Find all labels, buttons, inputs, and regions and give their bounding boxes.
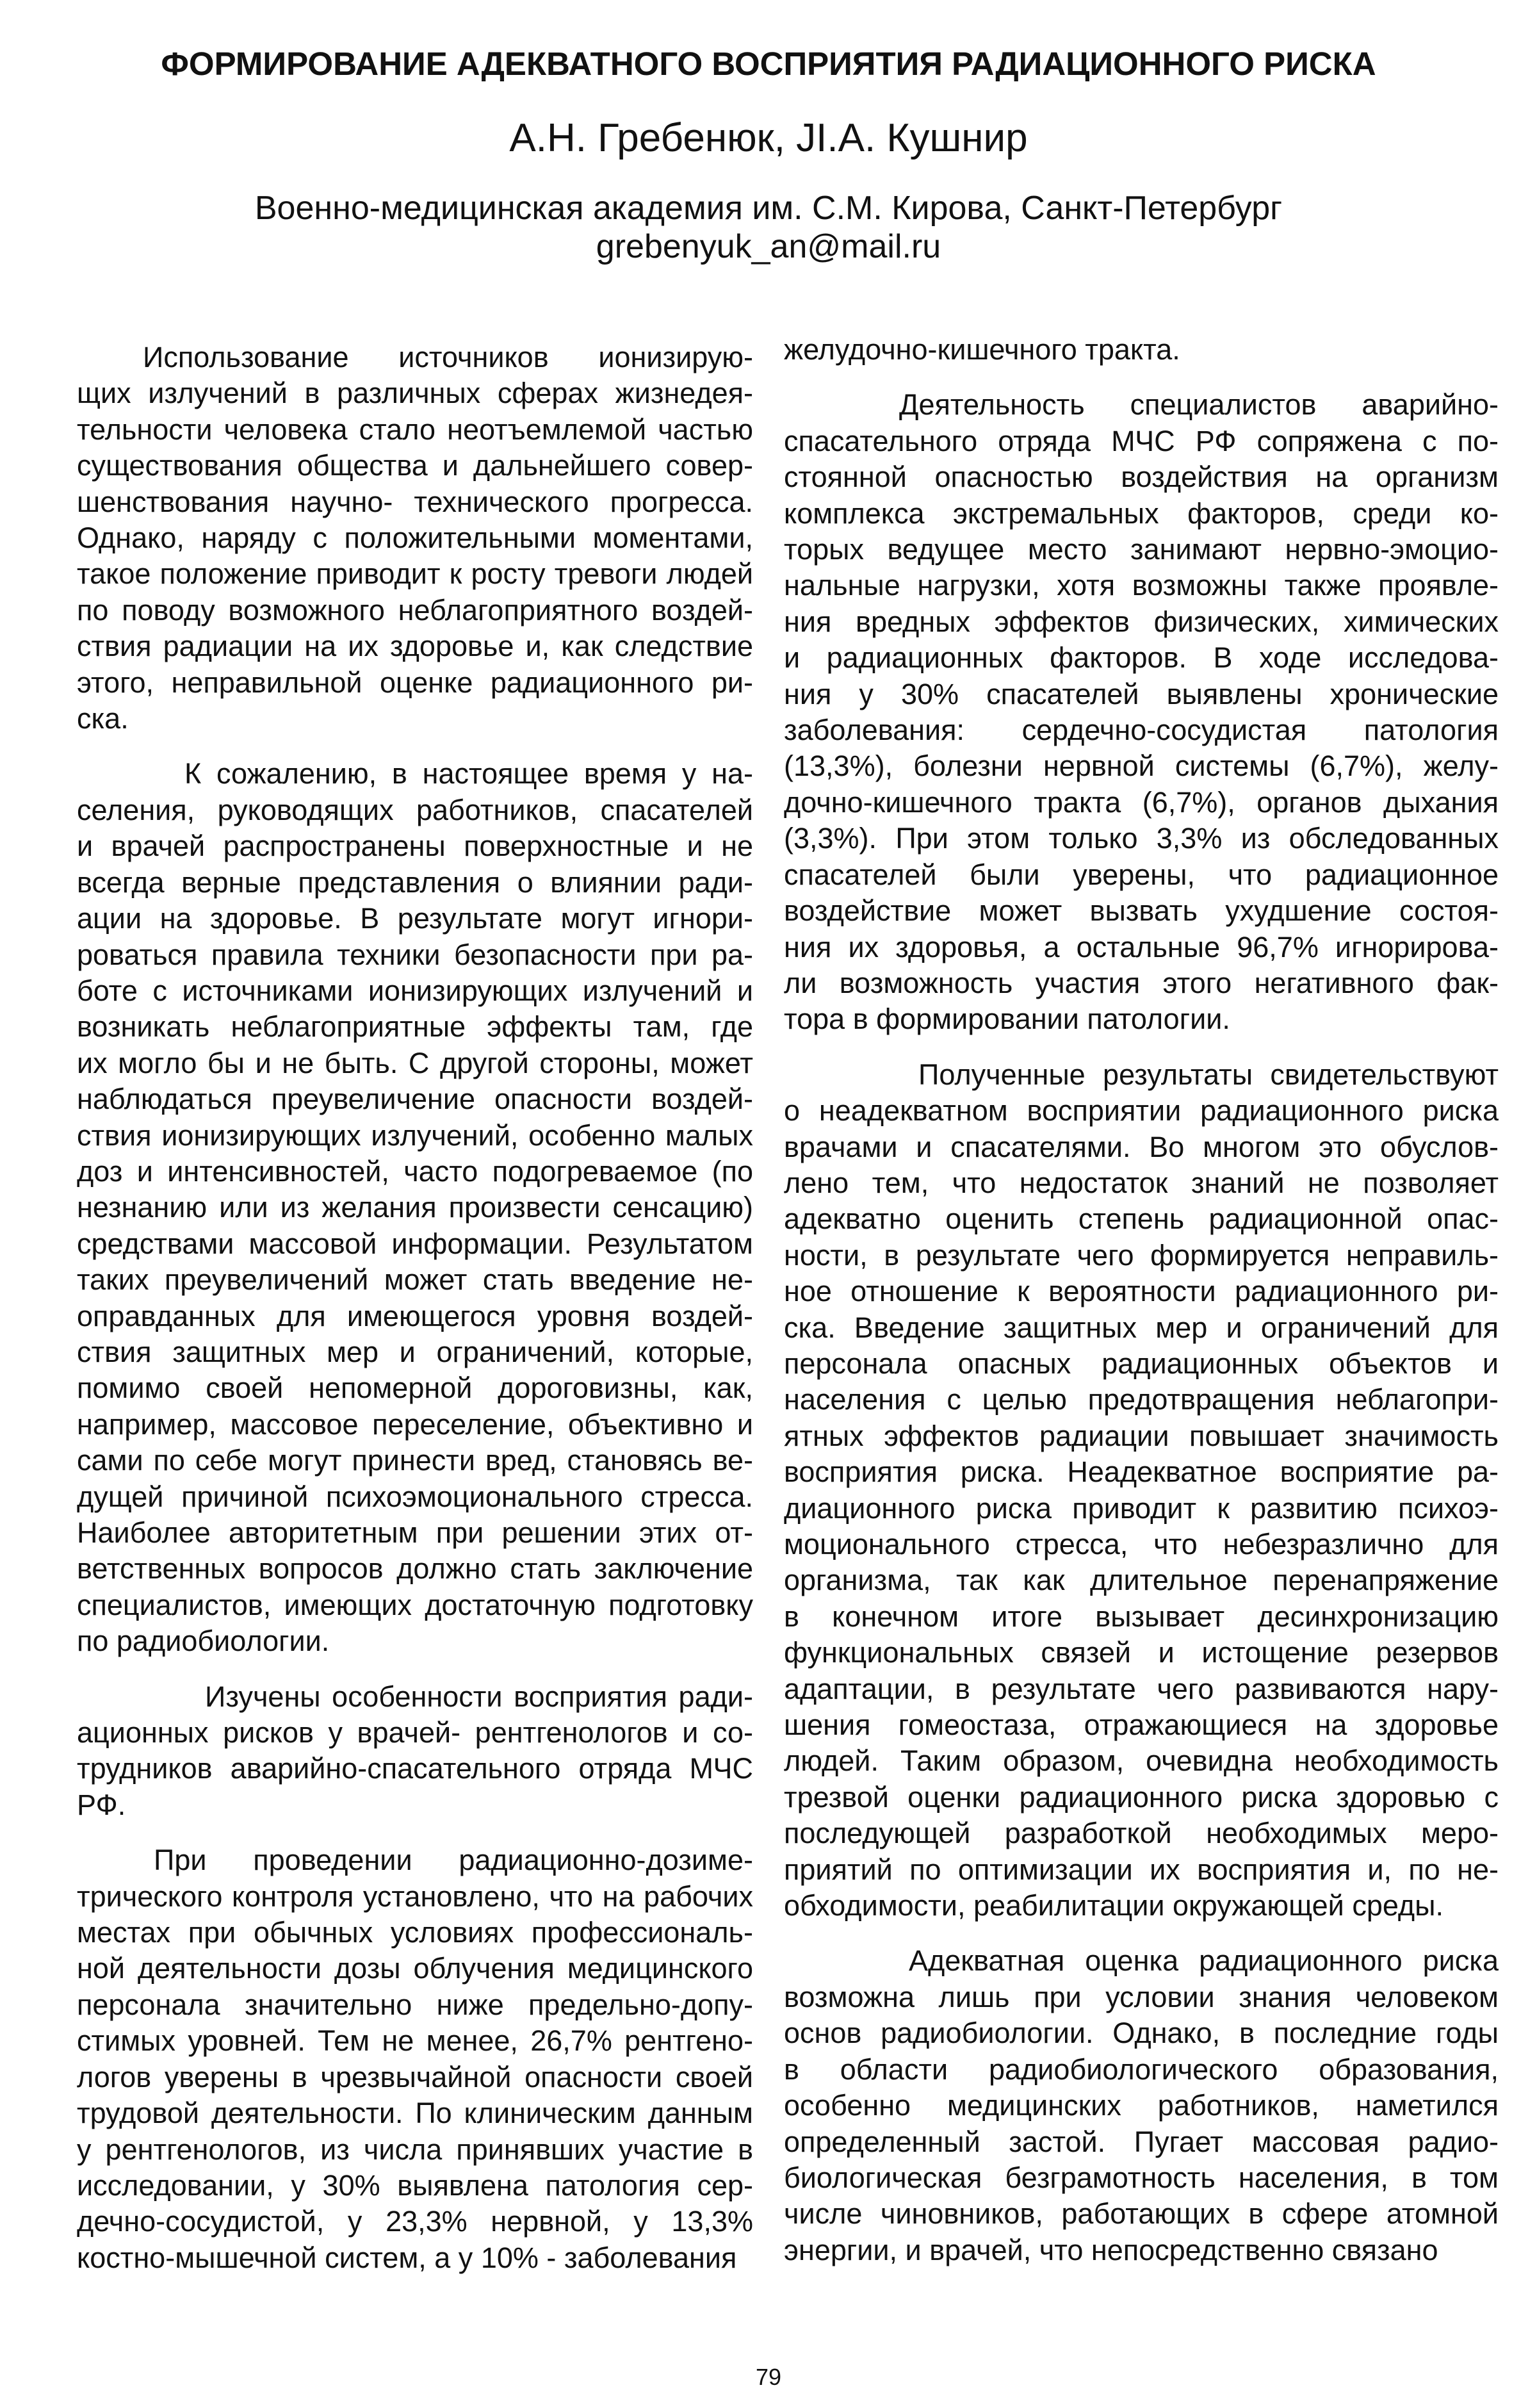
text-line: и врачей распространены поверхностные и не xyxy=(77,830,753,863)
text-line: ствия защитных мер и ограничений, которые, xyxy=(77,1335,753,1368)
text-line: этого, неправильной оценке радиационного ри- xyxy=(77,666,753,699)
text-line: стимых уровней. Тем не менее, 26,7% рентгено- xyxy=(77,2024,753,2058)
text-line: диационного риска приводит к развитию психоэ- xyxy=(784,1491,1499,1525)
text-line: боте с источниками ионизирующих излучений и xyxy=(77,974,753,1007)
text-line: (13,3%), болезни нервной системы (6,7%), желу- xyxy=(784,749,1499,783)
text-line: спасательного отряда МЧС РФ сопряжена с по- xyxy=(784,424,1499,457)
text-line: ли возможность участия этого негативного фак- xyxy=(784,966,1499,999)
text-line: шения гомеостаза, отражающиеся на здоровье xyxy=(784,1708,1499,1742)
text-line: моционального стресса, что небезразлично для xyxy=(784,1528,1499,1560)
text-line: (3,3%). При этом только 3,3% из обследованных xyxy=(784,822,1499,855)
text-line: трического контроля установлено, что на рабочих xyxy=(77,1880,753,1913)
text-line: в области радиобиологического образования, xyxy=(784,2052,1499,2086)
text-line: ствия ионизирующих излучений, особенно малых xyxy=(77,1118,753,1152)
paragraph xyxy=(784,1057,1499,1924)
text-line: щих излучений в различных сферах жизнедея- xyxy=(77,377,753,410)
text-line: шенствования научно- технического прогресса. xyxy=(77,485,753,518)
text-line: основ радиобиологии. Однако, в последние годы xyxy=(784,2017,1499,2050)
text-line: и радиационных факторов. В ходе исследова- xyxy=(784,641,1499,675)
text-line: последующей разработкой необходимых меро- xyxy=(784,1817,1499,1850)
text-line: наблюдаться преувеличение опасности воздей- xyxy=(77,1083,753,1116)
paragraph xyxy=(77,1679,753,1824)
text-line: Изучены особенности восприятия ради- xyxy=(205,1680,753,1713)
text-line: ное отношение к вероятности радиационного ри- xyxy=(784,1275,1499,1308)
text-line: Деятельность специалистов аварийно- xyxy=(899,388,1499,422)
text-line: оправданных для имеющегося уровня воздей- xyxy=(77,1299,753,1332)
text-line: персонала опасных радиационных объектов и xyxy=(784,1347,1499,1380)
affiliation: Военно-медицинская академия им. С.М. Кирова, Санкт-Петербург xyxy=(254,190,1283,227)
text-line: восприятия риска. Неадекватное восприятие ра- xyxy=(784,1455,1499,1489)
text-line: персонала значительно ниже предельно-допу- xyxy=(77,1988,753,2021)
text-line: существования общества и дальнейшего совер- xyxy=(77,449,753,482)
text-line: врачами и спасателями. Во многом это обуслов- xyxy=(784,1130,1499,1163)
email: grebenyuk_an@mail.ru xyxy=(596,228,941,265)
paragraph xyxy=(784,332,1499,368)
right-column xyxy=(784,332,1499,2268)
text-line: биологическая безграмотность населения, в том xyxy=(784,2161,1499,2194)
text-line: комплекса экстремальных факторов, среди ко- xyxy=(784,496,1499,530)
text-line: костно-мышечной систем, а у 10% - заболевания xyxy=(77,2241,737,2274)
text-line: При проведении радиационно-дозиме- xyxy=(154,1844,753,1877)
text-line: особенно медицинских работников, наметился xyxy=(784,2089,1499,2122)
text-line: ационных рисков у врачей- рентгенологов и со- xyxy=(77,1716,753,1749)
text-line: тельности человека стало неотъемлемой частью xyxy=(77,413,753,446)
text-line: дочно-кишечного тракта (6,7%), органов дыхания xyxy=(784,785,1499,819)
text-line: роваться правила техники безопасности при ра- xyxy=(77,938,753,971)
text-line: воздействие может вызвать ухудшение состоя- xyxy=(784,894,1499,928)
text-line: по радиобиологии. xyxy=(77,1625,330,1658)
text-line: ации на здоровье. В результате могут игнори- xyxy=(77,902,753,935)
text-line: сами по себе могут принести вред, становясь ве- xyxy=(77,1444,753,1477)
text-line: РФ. xyxy=(77,1788,126,1821)
text-line: лено тем, что недостаток знаний не позволяет xyxy=(784,1166,1499,1199)
text-line: по поводу возможного неблагоприятного воздей- xyxy=(77,593,753,627)
text-line: у рентгенологов, из числа принявших участие в xyxy=(77,2133,753,2166)
text-line: приятий по оптимизации их восприятия и, по не- xyxy=(784,1853,1499,1886)
text-line: обходимости, реабилитации окружающей среды. xyxy=(784,1889,1443,1922)
text-line: о неадекватном восприятии радиационного риска xyxy=(784,1094,1499,1127)
affiliation-block xyxy=(0,189,1537,266)
text-line: доз и интенсивностей, часто подогреваемое (по xyxy=(77,1154,753,1188)
text-line: логов уверены в чрезвычайной опасности своей xyxy=(77,2060,753,2093)
text-line: адаптации, в результате чего развиваются нару- xyxy=(784,1672,1499,1705)
text-line: ния у 30% спасателей выявлены хронические xyxy=(784,677,1499,710)
text-line: тора в формировании патологии. xyxy=(784,1003,1230,1036)
text-line: исследовании, у 30% выявлена патология сер- xyxy=(77,2168,753,2202)
text-line: трудников аварийно-спасательного отряда МЧС xyxy=(77,1752,753,1785)
text-line: всегда верные представления о влиянии ради- xyxy=(77,865,753,899)
paragraph xyxy=(77,756,753,1659)
text-line: ятных эффектов радиации повышает значимость xyxy=(784,1419,1499,1452)
text-line: возможна лишь при условии знания человеком xyxy=(784,1980,1499,2013)
paragraph xyxy=(77,340,753,737)
text-line: такое положение приводит к росту тревоги людей xyxy=(77,557,753,591)
text-line: средствами массовой информации. Результатом xyxy=(77,1227,753,1260)
article-title: ФОРМИРОВАНИЕ АДЕКВАТНОГО ВОСПРИЯТИЯ РАДИАЦИОННОГО РИСКА xyxy=(161,45,1376,82)
text-line: трудовой деятельности. По клиническим данным xyxy=(77,2097,753,2130)
text-line: Полученные результаты свидетельствуют xyxy=(918,1058,1499,1091)
text-line: Однако, наряду с положительными моментами, xyxy=(77,521,753,555)
text-line: таких преувеличений может стать введение не- xyxy=(77,1263,753,1297)
text-line: определенный застой. Пугает массовая радио- xyxy=(784,2125,1499,2158)
text-line: Адекватная оценка радиационного риска xyxy=(909,1944,1499,1978)
text-line: ния их здоровья, а остальные 96,7% игнорирова- xyxy=(784,930,1499,963)
text-line: местах при обычных условиях профессиональ- xyxy=(77,1916,753,1949)
text-line: их могло бы и не быть. С другой стороны, может xyxy=(77,1046,753,1079)
text-line: помимо своей непомерной дороговизны, как, xyxy=(77,1372,753,1405)
text-line: людей. Таким образом, очевидна необходимость xyxy=(784,1744,1499,1778)
text-line: незнанию или из желания произвести сенсацию) xyxy=(77,1191,753,1224)
text-line: числе чиновников, работающих в сфере атомной xyxy=(784,2197,1499,2231)
article-authors: А.Н. Гребенюк, JI.A. Кушнир xyxy=(509,116,1028,160)
text-line: ска. Введение защитных мер и ограничений для xyxy=(784,1311,1499,1344)
text-line: ности, в результате чего формируется неправиль- xyxy=(784,1238,1499,1272)
text-line: Наиболее авторитетным при решении этих от- xyxy=(77,1516,753,1549)
text-line: в конечном итоге вызывает десинхронизацию xyxy=(784,1600,1499,1633)
text-line: ствия радиации на их здоровье и, как следствие xyxy=(77,630,753,663)
text-line: стоянной опасностью воздействия на организм xyxy=(784,461,1499,494)
text-line: населения с целью предотвращения неблагопри- xyxy=(784,1383,1499,1416)
text-line: возникать неблагоприятные эффекты там, где xyxy=(77,1010,753,1044)
text-line: дущей причиной психоэмоционального стресса. xyxy=(77,1480,753,1513)
text-line: ска. xyxy=(77,702,129,735)
text-line: спасателей были уверены, что радиационное xyxy=(784,858,1499,891)
text-line: К сожалению, в настоящее время у на- xyxy=(184,757,753,790)
text-line: адекватно оценить степень радиационной опас- xyxy=(784,1202,1499,1236)
text-line: трезвой оценки радиационного риска здоровью с xyxy=(784,1780,1499,1814)
text-line: ния вредных эффектов физических, химических xyxy=(784,605,1499,638)
text-line: заболевания: сердечно-сосудистая патология xyxy=(784,714,1499,747)
text-line: организма, так как длительное перенапряжение xyxy=(784,1564,1499,1597)
text-line: дечно-сосудистой, у 23,3% нервной, у 13,3% xyxy=(77,2205,753,2238)
page-number: 79 xyxy=(755,2364,782,2390)
text-line: Использование источников ионизирую- xyxy=(143,341,753,373)
left-column xyxy=(77,340,753,2276)
paragraph xyxy=(784,1943,1499,2268)
text-line: нальные нагрузки, хотя возможны также проявле- xyxy=(784,569,1499,602)
text-line: ной деятельности дозы облучения медицинского xyxy=(77,1952,753,1985)
text-line: например, массовое переселение, объективно и xyxy=(77,1407,753,1441)
text-line: торых ведущее место занимают нервно-эмоцио- xyxy=(784,533,1499,566)
text-line: специалистов, имеющих достаточную подготовку xyxy=(77,1588,753,1621)
text-line: функциональных связей и истощение резервов xyxy=(784,1636,1499,1669)
text-line: энергии, и врачей, что непосредственно связано xyxy=(784,2233,1438,2266)
paragraph xyxy=(77,1842,753,2276)
text-line: желудочно-кишечного тракта. xyxy=(784,333,1180,366)
paragraph xyxy=(784,387,1499,1037)
text-line: селения, руководящих работников, спасателей xyxy=(77,793,753,826)
text-line: ветственных вопросов должно стать заключение xyxy=(77,1552,753,1585)
